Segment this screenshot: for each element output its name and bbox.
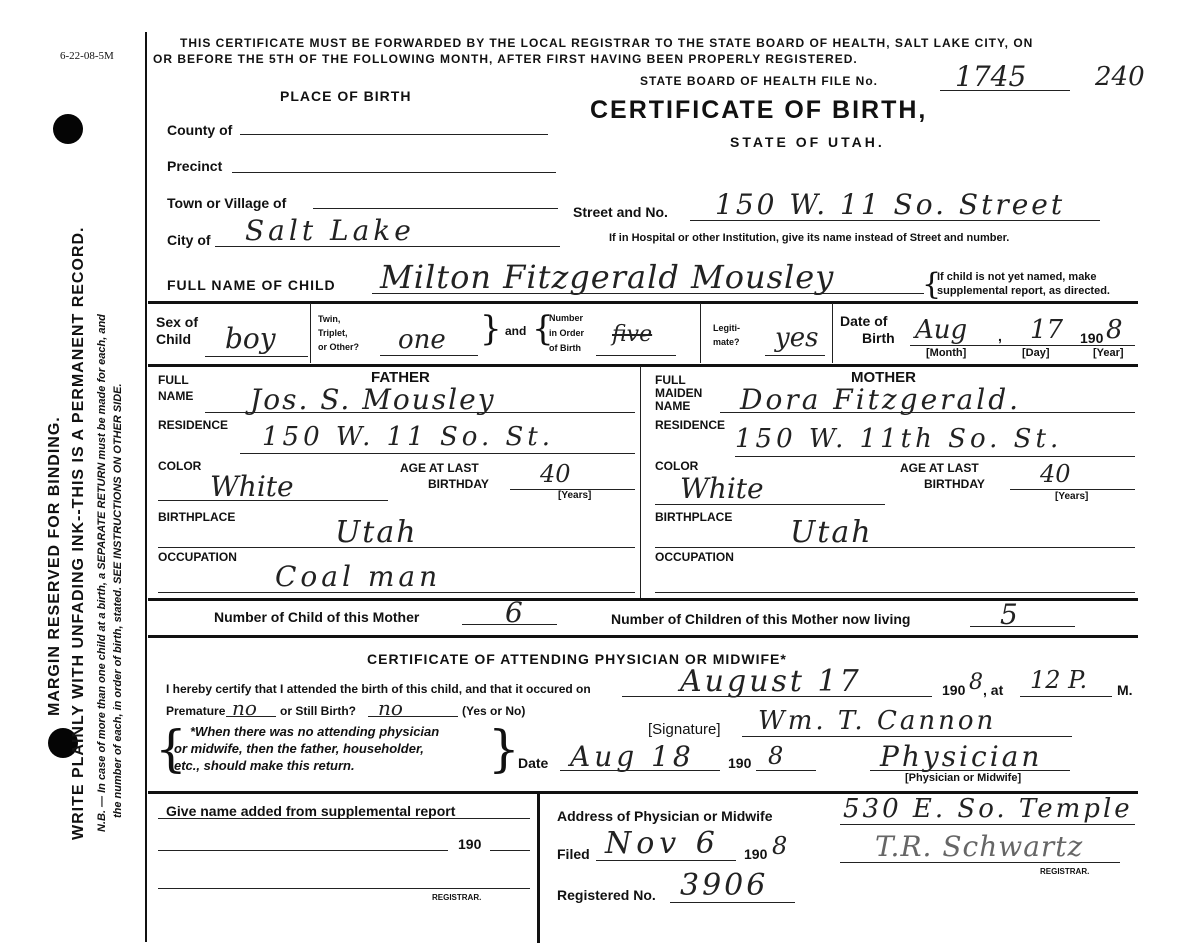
father-color-label: COLOR xyxy=(158,459,202,473)
date-year-prefix: 190 xyxy=(728,755,752,771)
hospital-note: If in Hospital or other Institution, give its name instead of Street and number. xyxy=(609,232,1010,244)
twin-label-3: or Other? xyxy=(318,342,360,352)
mother-years-caption: [Years] xyxy=(1055,491,1089,502)
certificate-subtitle: STATE OF UTAH. xyxy=(730,134,885,150)
supplemental-line-1 xyxy=(158,818,530,819)
divider-parents-bottom xyxy=(148,598,1138,601)
mother-residence-value: 150 W. 11th So. St. xyxy=(735,424,1063,454)
still-birth-value: no xyxy=(378,696,403,720)
and-label: and xyxy=(505,324,527,338)
margin-note-2: the number of each, in order of birth, stated. SEE INSTRUCTIONS ON OTHER SIDE. xyxy=(112,383,124,818)
filed-label: Filed xyxy=(557,846,590,862)
time-line xyxy=(1020,696,1112,697)
father-age-label-1: AGE AT LAST xyxy=(400,461,479,475)
twin-label-1: Twin, xyxy=(318,314,341,324)
place-heading: PLACE OF BIRTH xyxy=(280,88,412,104)
divider-physician-top xyxy=(148,635,1138,638)
supplemental-name-line xyxy=(158,850,448,851)
dob-comma: , xyxy=(998,328,1002,344)
father-occupation-line xyxy=(158,592,635,593)
mother-name-label: NAME xyxy=(655,399,691,413)
registered-value: 3906 xyxy=(680,868,769,903)
father-color-value: White xyxy=(210,470,294,503)
filed-year-suffix: 8 xyxy=(772,832,788,860)
mother-residence-label: RESIDENCE xyxy=(655,418,726,432)
instruction-line-1: THIS CERTIFICATE MUST BE FORWARDED BY THE LOCAL REGISTRAR TO THE STATE BOARD OF HEALTH, SALT LAKE CITY, ON xyxy=(180,36,1034,50)
address-value: 530 E. So. Temple xyxy=(843,794,1133,824)
physician-title-caption: [Physician or Midwife] xyxy=(905,772,1022,784)
file-number-value: 1745 xyxy=(955,60,1027,93)
supplemental-year-line xyxy=(490,850,530,851)
dob-year-prefix: 190 xyxy=(1080,330,1104,346)
father-years-caption: [Years] xyxy=(558,490,592,501)
order-label-1: Number xyxy=(549,313,584,323)
father-residence-line xyxy=(240,453,635,454)
signature-label: [Signature] xyxy=(648,721,721,738)
supplemental-registrar-caption: REGISTRAR. xyxy=(432,893,482,902)
mother-occupation-label: OCCUPATION xyxy=(655,550,734,564)
twin-label-2: Triplet, xyxy=(318,328,348,338)
mother-birthplace-value: Utah xyxy=(790,515,873,550)
children-living-line xyxy=(970,626,1075,627)
premature-value: no xyxy=(232,696,257,720)
physician-title-value: Physician xyxy=(880,740,1043,773)
child-name-note-2: supplemental report, as directed. xyxy=(937,285,1110,297)
attending-note-2: or midwife, then the father, householder, xyxy=(174,741,424,756)
city-label: City of xyxy=(167,232,211,248)
signature-value: Wm. T. Cannon xyxy=(758,706,997,736)
physician-year-suffix: 8 xyxy=(969,670,983,695)
father-occupation-label: OCCUPATION xyxy=(158,550,237,564)
registered-label: Registered No. xyxy=(557,887,656,903)
bottom-center-divider xyxy=(537,793,540,943)
child-name-label: FULL NAME OF CHILD xyxy=(167,277,336,293)
father-name-label: NAME xyxy=(158,389,194,403)
note-brace-left: { xyxy=(155,720,187,778)
dob-month: Aug xyxy=(915,315,968,345)
order-label-3: of Birth xyxy=(549,343,581,353)
yes-no-label: (Yes or No) xyxy=(462,704,526,718)
dob-year-suffix: 8 xyxy=(1106,315,1123,345)
physician-at-label: , at xyxy=(983,682,1004,698)
parents-center-divider xyxy=(640,366,641,598)
mother-color-line xyxy=(655,504,885,505)
twin-value: one xyxy=(398,325,446,355)
physician-year-prefix: 190 xyxy=(942,682,966,698)
dob-day: 17 xyxy=(1030,315,1064,345)
filed-value: Nov 6 xyxy=(605,826,720,861)
mother-color-label: COLOR xyxy=(655,459,699,473)
mother-birthplace-line xyxy=(655,547,1135,548)
town-line xyxy=(313,208,558,209)
mother-heading: MOTHER xyxy=(851,369,916,386)
legit-label-2: mate? xyxy=(713,337,740,347)
father-age-value: 40 xyxy=(540,460,571,488)
day-caption: [Day] xyxy=(1022,347,1050,359)
father-occupation-value: Coal man xyxy=(275,560,442,593)
legit-value: yes xyxy=(775,323,819,353)
twin-line xyxy=(380,355,478,356)
mother-name-value: Dora Fitzgerald. xyxy=(740,383,1022,416)
mother-occupation-line xyxy=(655,592,1135,593)
sex-value: boy xyxy=(225,322,276,355)
form-left-border xyxy=(145,32,147,942)
father-residence-value: 150 W. 11 So. St. xyxy=(262,422,555,452)
signature-line xyxy=(742,736,1072,737)
father-birthplace-value: Utah xyxy=(335,515,418,550)
street-value: 150 W. 11 So. Street xyxy=(715,188,1066,221)
legit-divider xyxy=(832,303,833,363)
margin-note-1: N.B. — In case of more than one child at a birth, a SEPARATE RETURN must be made for each, and xyxy=(96,314,108,832)
children-living-value: 5 xyxy=(1000,598,1018,631)
mother-residence-line xyxy=(735,456,1135,457)
child-name-note-1: If child is not yet named, make xyxy=(937,271,1097,283)
physician-time: 12 P. xyxy=(1030,666,1088,694)
sex-label-1: Sex of xyxy=(156,314,199,330)
certify-text: I hereby certify that I attended the birth of this child, and that it occured on xyxy=(166,682,591,696)
mother-age-value: 40 xyxy=(1040,460,1071,488)
mother-maiden-label: MAIDEN xyxy=(655,386,703,400)
street-label: Street and No. xyxy=(573,204,668,220)
county-line xyxy=(240,134,548,135)
legit-line xyxy=(765,355,825,356)
father-residence-label: RESIDENCE xyxy=(158,418,229,432)
twin-brace: } xyxy=(480,309,502,349)
file-number-extra: 240 xyxy=(1095,62,1145,92)
children-living-label: Number of Children of this Mother now living xyxy=(611,611,911,627)
father-age-label-2: BIRTHDAY xyxy=(428,477,489,491)
filed-year-prefix: 190 xyxy=(744,846,768,862)
physician-heading: CERTIFICATE OF ATTENDING PHYSICIAN OR MIDWIFE* xyxy=(367,651,787,667)
form-code: 6-22-08-5M xyxy=(60,50,114,62)
divider-parents-top xyxy=(148,364,1138,367)
attending-note-1: *When there was no attending physician xyxy=(190,724,440,739)
margin-binding-text: MARGIN RESERVED FOR BINDING. xyxy=(46,416,63,716)
address-label: Address of Physician or Midwife xyxy=(557,808,773,824)
precinct-line xyxy=(232,172,556,173)
mother-full-label: FULL xyxy=(655,373,686,387)
father-color-line xyxy=(158,500,388,501)
child-name-brace: { xyxy=(922,267,942,302)
registrar-caption: REGISTRAR. xyxy=(1040,867,1090,876)
child-name-value: Milton Fitzgerald Mousley xyxy=(380,258,835,296)
punch-hole-top xyxy=(53,114,83,144)
instruction-line-2: OR BEFORE THE 5TH OF THE FOLLOWING MONTH, AFTER FIRST HAVING BEEN PROPERLY REGISTERED. xyxy=(153,52,858,66)
sex-label-2: Child xyxy=(156,331,191,347)
sex-divider xyxy=(310,303,311,363)
divider-child-top xyxy=(148,301,1138,304)
order-line xyxy=(596,355,676,356)
date-year-line xyxy=(756,770,816,771)
supplemental-registrar-line xyxy=(158,888,530,889)
order-brace: { xyxy=(532,309,554,349)
premature-label: Premature xyxy=(166,704,226,718)
date-label: Date xyxy=(518,755,549,771)
precinct-label: Precinct xyxy=(167,158,223,174)
registrar-signature: T.R. Schwartz xyxy=(875,830,1084,863)
file-number-label: STATE BOARD OF HEALTH FILE No. xyxy=(640,74,878,88)
child-number-label: Number of Child of this Mother xyxy=(214,609,420,625)
father-birthplace-line xyxy=(158,547,635,548)
town-label: Town or Village of xyxy=(167,195,287,211)
date-year-suffix: 8 xyxy=(768,742,784,770)
father-full-label: FULL xyxy=(158,373,189,387)
mother-age-label-1: AGE AT LAST xyxy=(900,461,979,475)
dob-label-1: Date of xyxy=(840,313,888,329)
order-divider xyxy=(700,303,701,363)
mother-birthplace-label: BIRTHPLACE xyxy=(655,510,733,524)
address-line xyxy=(840,824,1135,825)
legit-label-1: Legiti- xyxy=(713,323,740,333)
margin-permanent-text: WRITE PLAINLY WITH UNFADING INK--THIS IS A PERMANENT RECORD. xyxy=(70,226,87,840)
father-name-value: Jos. S. Mousley xyxy=(250,383,496,416)
date-value: Aug 18 xyxy=(570,740,695,773)
attending-note-3: etc., should make this return. xyxy=(174,758,355,773)
county-label: County of xyxy=(167,122,233,138)
year-caption: [Year] xyxy=(1093,347,1124,359)
month-caption: [Month] xyxy=(926,347,967,359)
mother-age-line xyxy=(1010,489,1135,490)
mother-age-label-2: BIRTHDAY xyxy=(924,477,985,491)
order-value: five xyxy=(612,322,653,347)
city-value: Salt Lake xyxy=(245,214,415,247)
sex-line xyxy=(205,356,308,357)
note-brace-right: } xyxy=(488,720,520,778)
child-number-value: 6 xyxy=(505,596,523,629)
physician-birth-date: August 17 xyxy=(680,664,862,699)
still-birth-label: or Still Birth? xyxy=(280,704,356,718)
dob-label-2: Birth xyxy=(862,330,895,346)
father-heading: FATHER xyxy=(371,369,430,386)
supplemental-heading: Give name added from supplemental report xyxy=(166,803,456,819)
order-label-2: in Order xyxy=(549,328,585,338)
mother-color-value: White xyxy=(680,472,764,505)
physician-m-label: M. xyxy=(1117,682,1133,698)
certificate-title: CERTIFICATE OF BIRTH, xyxy=(590,96,928,124)
father-birthplace-label: BIRTHPLACE xyxy=(158,510,236,524)
supplemental-year-prefix: 190 xyxy=(458,836,482,852)
